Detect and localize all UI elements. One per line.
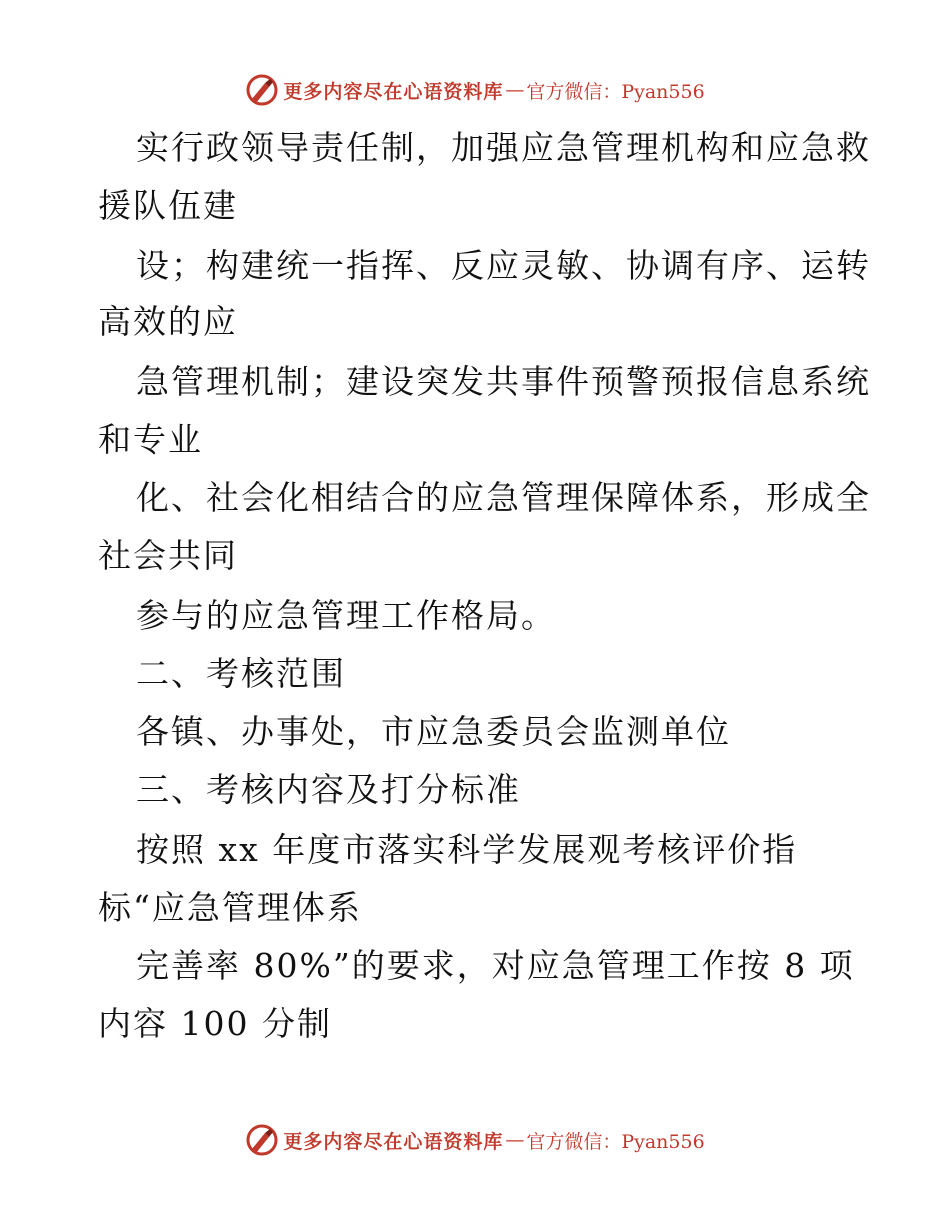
body-line: 标“应急管理体系: [98, 888, 362, 927]
section-heading: 三、考核内容及打分标准: [136, 770, 521, 809]
header-banner: [0, 70, 950, 110]
header-contact: 官方微信：Pyan556: [526, 80, 705, 103]
body-line: 完善率 80%”的要求，对应急管理工作按 8 项: [136, 946, 855, 985]
footer-contact: 官方微信：Pyan556: [526, 1130, 705, 1153]
body-line: 和专业: [98, 420, 203, 459]
body-line: 援队伍建: [98, 186, 238, 225]
body-line: 急管理机制；建设突发共事件预警预报信息系统: [136, 362, 871, 401]
body-line: 实行政领导责任制，加强应急管理机构和应急救: [136, 128, 871, 167]
header-title: 更多内容尽在心语资料库: [283, 80, 504, 103]
body-line: 高效的应: [98, 302, 238, 341]
footer-banner: [0, 1120, 950, 1160]
body-line: 内容 100 分制: [98, 1004, 332, 1043]
body-line: 化、社会化相结合的应急管理保障体系，形成全: [136, 478, 871, 517]
section-heading: 二、考核范围: [136, 654, 346, 693]
footer-title: 更多内容尽在心语资料库: [283, 1130, 504, 1153]
footer-dash: —: [505, 1129, 525, 1151]
body-line: 参与的应急管理工作格局。: [136, 596, 556, 635]
body-line: 社会共同: [98, 536, 238, 575]
body-line: 按照 xx 年度市落实科学发展观考核评价指: [136, 830, 798, 869]
pen-nib-logo-icon: [245, 73, 279, 107]
header-dash: —: [505, 79, 525, 101]
body-line: 各镇、办事处，市应急委员会监测单位: [136, 712, 731, 751]
body-line: 设；构建统一指挥、反应灵敏、协调有序、运转: [136, 246, 871, 285]
pen-nib-logo-icon: [245, 1123, 279, 1157]
